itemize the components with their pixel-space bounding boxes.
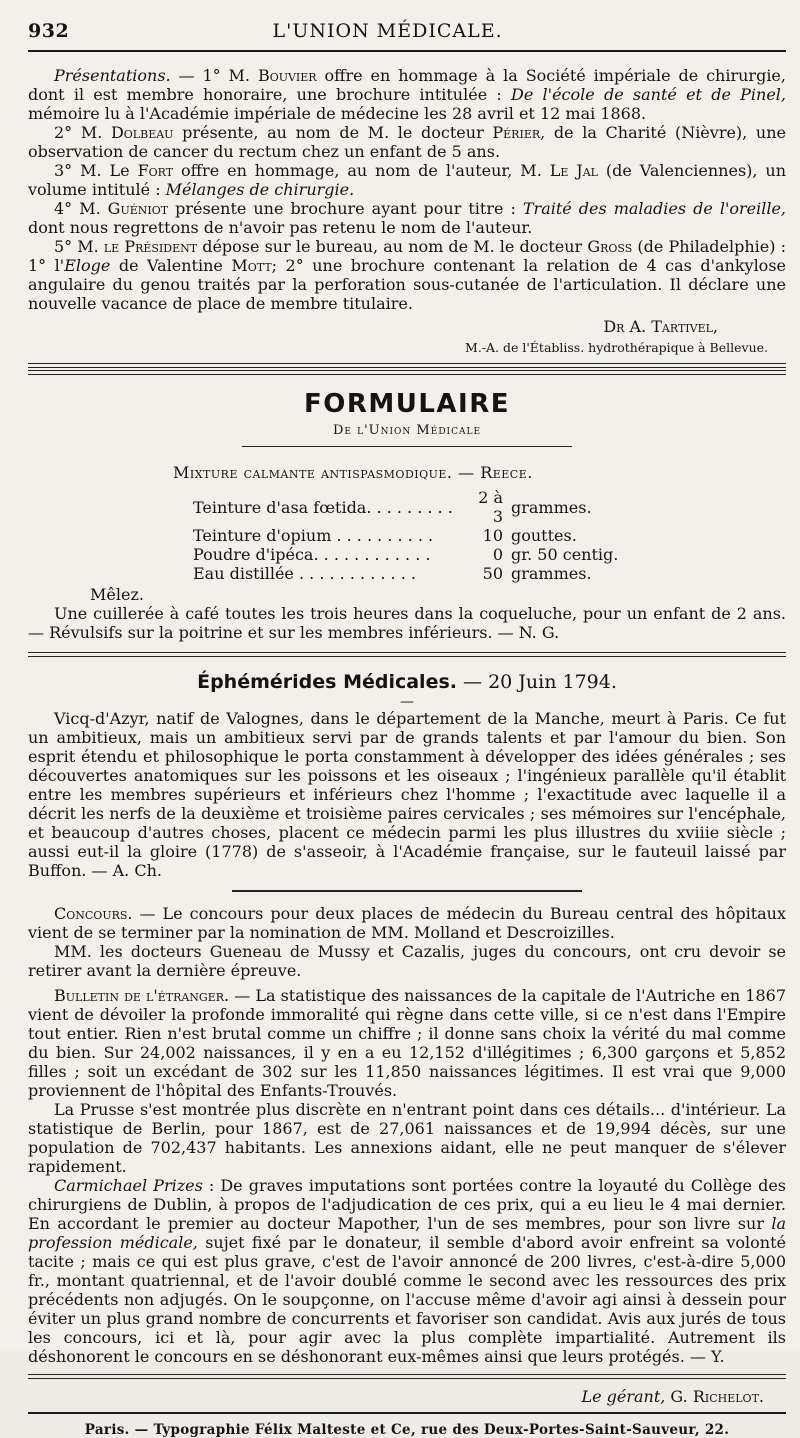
presentations-section [28,66,786,355]
printer-imprint: Paris. — Typographie Félix Malteste et Ce, rue des Deux-Portes-Saint-Sauveur, 22. [84,1422,730,1438]
signature-name: Dr A. Tartivel, [603,317,718,336]
presentation-item-4: 4° M. Guéniot présente une brochure ayant pour titre : Traité des maladies de l'oreille, dont nous regrettons de n'avoir pas retenu le nom de l'auteur. [28,199,786,237]
formulaire-subtitle: De l'Union Médicale [332,423,482,438]
presentation-item-1: Présentations. — 1° M. Bouvier offre en hommage à la Société impériale de chirurgie, dont il est membre honoraire, une brochure intitulée : De l'école de santé et de Pinel, mémoire lu à l'Académie impériale de médecine les 28 avril et 12 mai 1868. [28,66,787,123]
formulaire-rule [242,446,572,447]
melez-label: Mêlez. [90,585,144,604]
footer-double-rule [28,1374,786,1379]
section-double-rule [28,363,786,368]
prussia-paragraph: La Prusse s'est montrée plus discrète en n'entrant point dans ces détails... d'intérieur. La statistique de Berlin, pour 1867, est de 27,061 naissances et de 19,994 décès, sur une population de 702,437 habitants. Les annexions aidant, elle ne peut manquer de s'élever rapidement. [28,1100,786,1176]
page-number: 932 [28,20,70,42]
running-header [28,0,786,50]
formulaire-section [28,389,786,642]
bulletin-paragraph: Bulletin de l'étranger. — La statistique des naissances de la capitale de l'Autriche en 1867 vient de dévoiler la profonde immoralité qui règne dans cette ville, si ce n'est dans l'Empire tout entier. Rien n'est brutal comme un chiffre ; il donne sans choix la vérité du mal comme du bien. Sur 24,002 naissances, il y en a eu 12,152 d'illégitimes ; 6,300 garçons et 5,852 filles ; soit un excédant de 302 sur les 11,850 naissances légitimes. Il est vrai que 9,000 proviennent de l'hôpital des Enfants-Trouvés. [28,986,786,1100]
ephemerides-section [28,671,786,880]
imprint-rule [28,1412,786,1414]
ephemerides-dash: — [400,694,414,710]
presentation-item-3: 3° M. Le Fort offre en hommage, au nom de l'auteur, M. Le Jal (de Valenciennes), un volume intitulé : Mélanges de chirurgie. [28,161,787,199]
concours-judges: MM. les docteurs Gueneau de Mussy et Cazalis, juges du concours, ont cru devoir se retirer avant la dernière épreuve. [28,942,786,980]
signature-affiliation: M.-A. de l'Établiss. hydrothérapique à Bellevue. [465,340,768,355]
carmichael-paragraph: Carmichael Prizes : De graves imputations sont portées contre la loyauté du Collège des chirurgiens de Dublin, à propos de l'adjudication de ces prix, qui a eu lieu le 4 mai dernier. En accordant le premier au docteur Mapother, l'un de ses membres, pour son livre sur la profession médicale, sujet fixé par le donateur, il semble d'abord avoir enfreint sa volonté tacite ; mais ce qui est plus grave, c'est de l'avoir annoncé de 200 livres, c'est-à-dire 5,000 fr., montant quatriennal, et de l'avoir doublé comme le second avec les ressources des prix précédents non adjugés. On le soupçonne, on l'accuse même d'avoir agi ainsi à dessein pour éviter un plus grand nombre de concurrents et favoriser son candidat. Avis aux jurés de tous les concours, ici et là, pour agir avec la plus complète impartialité. Autrement ils déshonorent le concours en se déshonorant eux-mêmes ainsi que leurs protégés. — Y. [28,1176,787,1366]
section-double-rule-3 [28,652,786,657]
recipe-row: Teinture d'asa fœtida. . . . . . . . . 2 à 3 grammes. [193,488,592,526]
mixture-title: Mixture calmante antispasmodique. — Reece. [173,463,533,482]
news-section [28,904,786,1366]
recipe-row: Poudre d'ipéca. . . . . . . . . . . . 0 gr. 50 centig. [193,545,619,564]
recipe-row: Eau distillée . . . . . . . . . . . . 50 grammes. [193,564,592,583]
recipe-instructions: Une cuillerée à café toutes les trois heures dans la coqueluche, pour un enfant de 2 ans. — Révulsifs sur la poitrine et sur les membres inférieurs. — N. G. [28,604,786,642]
recipe-row: Teinture d'opium . . . . . . . . . . 10 gouttes. [193,526,577,545]
journal-title: L'UNION MÉDICALE. [272,20,503,42]
recipe-table [193,488,618,583]
ephemerides-text: Vicq-d'Azyr, natif de Valognes, dans le département de la Manche, meurt à Paris. Ce fut un ambitieux, mais un ambitieux servi par de grands talents et par l'amour du bien. Son esprit étendu et philosophique le porta constamment à développer des idées générales ; ses découvertes anatomiques sur les poissons et les oiseaux ; l'ingénieux parallèle qu'il établit entre les membres supérieurs et inférieurs chez l'homme ; l'exactitude avec laquelle il a décrit les nerfs de la deuxième et troisième paires cervicales ; ses mémoires sur l'encéphale, et beaucoup d'autres choses, placent ce médecin parmi les plus illustres du xviiie siècle ; aussi eut-il la gloire (1778) de s'asseoir, à l'Académie française, sur le fauteuil laissé par Buffon. — A. Ch. [28,709,786,880]
gerant-line: Le gérant, G. Richelot. [581,1387,764,1406]
ephemerides-title: Éphémérides Médicales. — 20 Juin 1794. [197,671,617,693]
formulaire-title: FORMULAIRE [303,389,510,419]
presentation-item-5: 5° M. le Président dépose sur le bureau, au nom de M. le docteur Gross (de Philadelphie) : 1° l'Eloge de Valentine Mott; 2° une brochure contenant la relation de 4 cas d'ankylose angulaire du genou traités par la perforation sous-cutanée de l'articulation. Il déclare une nouvelle vacance de place de membre titulaire. [28,237,786,313]
separator-rule [232,890,582,892]
section-double-rule-2 [28,370,786,375]
concours-paragraph: Concours. — Le concours pour deux places de médecin du Bureau central des hôpitaux vient de se terminer par la nomination de MM. Molland et Descroizilles. [28,904,786,942]
presentation-item-2: 2° M. Dolbeau présente, au nom de M. le docteur Périer, de la Charité (Nièvre), une observation de cancer du rectum chez un enfant de 5 ans. [28,123,786,161]
